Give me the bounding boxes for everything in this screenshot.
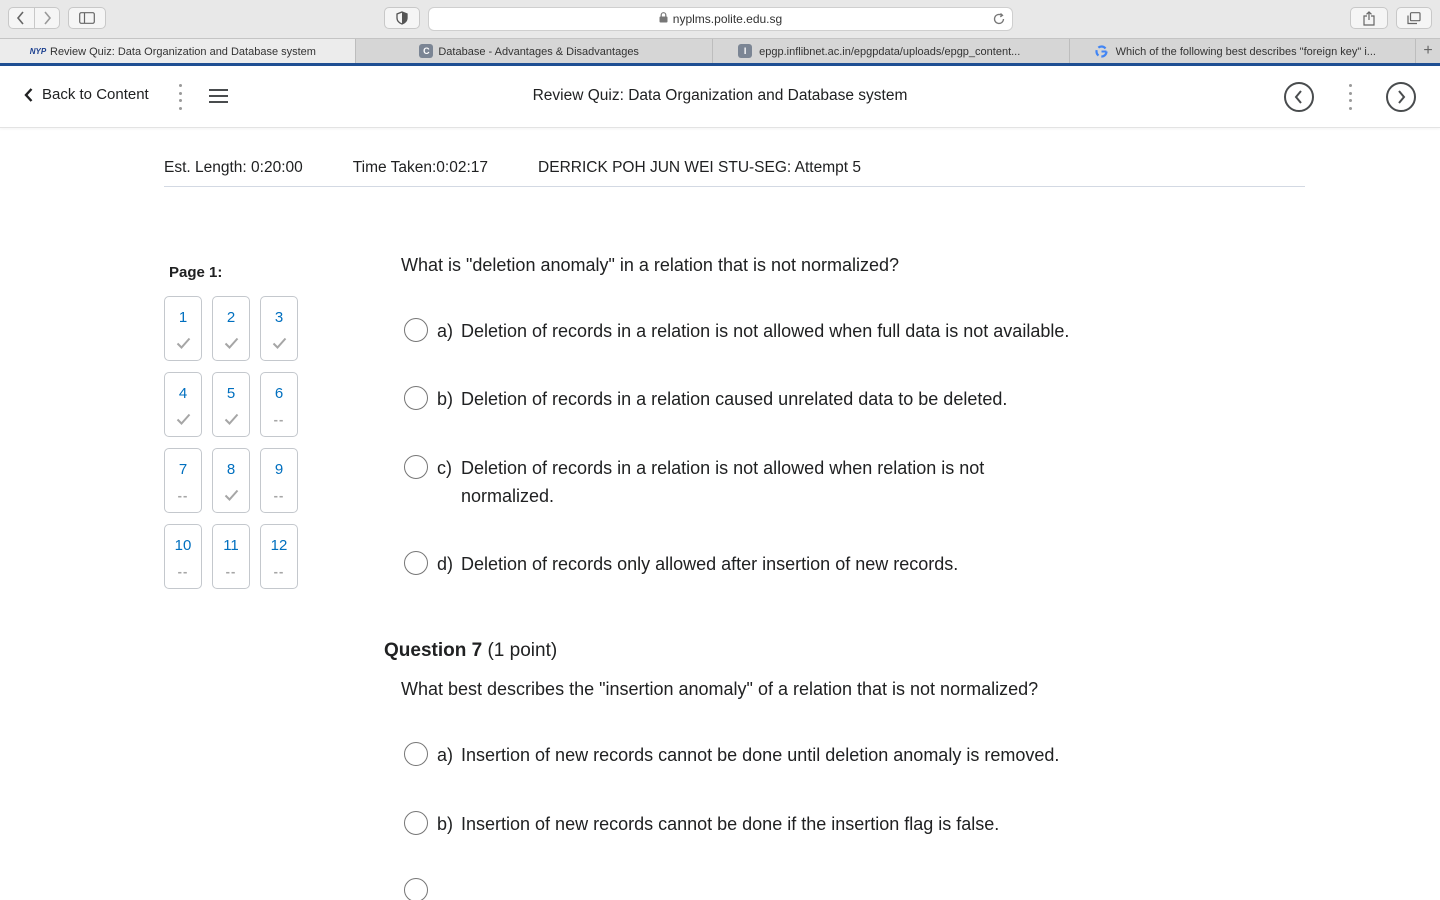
- question-nav-12[interactable]: [260, 524, 298, 589]
- option-letter: b): [437, 389, 454, 409]
- option-letter: a): [437, 745, 454, 765]
- address-bar[interactable]: [428, 7, 1013, 31]
- question-number: 1: [178, 309, 188, 326]
- tab-title: Database - Advantages & Disadvantages: [438, 45, 639, 58]
- status-text: --: [273, 411, 285, 427]
- page-label: Page 1:: [169, 264, 223, 281]
- status-text: --: [225, 563, 237, 579]
- option-text: Insertion of new records cannot be done until deletion anomaly is removed.: [461, 745, 1060, 765]
- radio-button[interactable]: [404, 455, 428, 479]
- attempt-info: DERRICK POH JUN WEI STU-SEG: Attempt 5: [538, 159, 862, 176]
- question-number: 8: [226, 461, 236, 478]
- question-number: 10: [174, 537, 192, 554]
- checkmark-icon: [272, 335, 287, 351]
- q6-option-b[interactable]: [404, 391, 1007, 413]
- q7-option-a[interactable]: [404, 747, 1059, 769]
- question-7-heading: [384, 640, 557, 662]
- question-nav-6[interactable]: [260, 372, 298, 437]
- question-7-label: Question 7: [384, 640, 483, 661]
- c-icon: C: [419, 44, 433, 58]
- question-nav-9[interactable]: [260, 448, 298, 513]
- question-7-text: What best describes the "insertion anomaly" of a relation that is not normalized?: [401, 679, 1039, 699]
- unanswered-status: [226, 563, 237, 579]
- checkmark-icon: [224, 487, 239, 503]
- question-number: 11: [223, 537, 239, 554]
- question-nav-7[interactable]: [164, 448, 202, 513]
- question-number: 6: [274, 385, 284, 402]
- status-text: --: [177, 487, 189, 503]
- unanswered-status: [274, 487, 285, 503]
- previous-page-button[interactable]: [1284, 82, 1314, 112]
- browser-toolbar: [0, 0, 1440, 38]
- tab-overview-icon[interactable]: [1396, 7, 1432, 29]
- question-number: 3: [274, 309, 284, 326]
- status-text: --: [273, 487, 285, 503]
- option-letter: a): [437, 321, 454, 341]
- question-nav-1[interactable]: [164, 296, 202, 361]
- est-length: Est. Length: 0:20:00: [164, 159, 303, 176]
- app-header: [0, 66, 1440, 128]
- question-nav-10[interactable]: [164, 524, 202, 589]
- status-text: --: [177, 563, 189, 579]
- option-letter: d): [437, 554, 454, 574]
- i-icon: I: [738, 44, 752, 58]
- back-arrow-icon[interactable]: [9, 8, 35, 28]
- radio-button[interactable]: [404, 551, 428, 575]
- q6-option-c[interactable]: [404, 460, 1061, 510]
- radio-button[interactable]: [404, 811, 428, 835]
- unanswered-status: [274, 411, 285, 427]
- option-text: Deletion of records in a relation caused unrelated data to be deleted.: [461, 389, 1008, 409]
- time-taken: Time Taken:0:02:17: [352, 159, 489, 176]
- browser-tab-quiz[interactable]: [0, 39, 356, 64]
- checkmark-icon: [176, 411, 191, 427]
- tab-title: Review Quiz: Data Organization and Database system: [50, 45, 316, 58]
- new-tab-icon[interactable]: +: [1423, 42, 1433, 59]
- option-text: Insertion of new records cannot be done if the insertion flag is false.: [461, 814, 1000, 834]
- sidebar-toggle-icon[interactable]: [68, 7, 106, 29]
- radio-button[interactable]: [404, 386, 428, 410]
- browser-tab-epgp[interactable]: [713, 39, 1069, 64]
- google-icon: [1095, 44, 1109, 58]
- radio-button[interactable]: [404, 318, 428, 342]
- question-nav-3[interactable]: [260, 296, 298, 361]
- unanswered-status: [178, 563, 189, 579]
- checkmark-icon: [176, 335, 191, 351]
- tab-title: epgp.inflibnet.ac.in/epgpdata/uploads/epgp_content...: [759, 45, 1021, 58]
- checkmark-icon: [224, 335, 239, 351]
- question-number: 9: [274, 461, 284, 478]
- question-number: 7: [178, 461, 188, 478]
- question-7-points: (1 point): [487, 640, 558, 661]
- share-icon[interactable]: [1350, 7, 1388, 29]
- browser-tab-database[interactable]: [356, 39, 713, 64]
- tab-title: Which of the following best describes "foreign key" i...: [1115, 45, 1376, 58]
- status-text: --: [273, 563, 285, 579]
- question-number: 4: [178, 385, 188, 402]
- option-text: Deletion of records only allowed after insertion of new records.: [461, 554, 959, 574]
- q6-option-a[interactable]: [404, 323, 1069, 345]
- question-nav-2[interactable]: [212, 296, 250, 361]
- forward-arrow-icon[interactable]: [35, 8, 60, 28]
- q7-option-b[interactable]: [404, 816, 999, 838]
- tab-strip: [0, 38, 1440, 63]
- question-nav-5[interactable]: [212, 372, 250, 437]
- reload-icon[interactable]: [992, 12, 1006, 29]
- lock-icon: [659, 12, 668, 26]
- chevron-right-icon: [1396, 90, 1406, 104]
- radio-button[interactable]: [404, 742, 428, 766]
- option-text: Deletion of records in a relation is not allowed when relation is not normalized.: [461, 458, 985, 506]
- nyp-logo-icon: NYP: [29, 46, 47, 56]
- question-6-text: What is "deletion anomaly" in a relation that is not normalized?: [401, 255, 900, 275]
- checkmark-icon: [224, 411, 239, 427]
- question-number: 5: [226, 385, 236, 402]
- back-label: Back to Content: [42, 86, 149, 103]
- question-nav-4[interactable]: [164, 372, 202, 437]
- option-letter: c): [437, 458, 452, 478]
- question-nav-11[interactable]: [212, 524, 250, 589]
- next-page-button[interactable]: [1386, 82, 1416, 112]
- unanswered-status: [178, 487, 189, 503]
- page-title: Review Quiz: Data Organization and Database system: [532, 87, 908, 104]
- radio-button[interactable]: [404, 878, 428, 900]
- question-number: 12: [270, 537, 288, 554]
- chevron-left-icon: [1294, 90, 1304, 104]
- address-text: nyplms.polite.edu.sg: [672, 12, 783, 26]
- q6-option-d[interactable]: [404, 556, 958, 578]
- quiz-info-bar: [164, 159, 1305, 187]
- question-nav-grid: [164, 296, 298, 589]
- question-nav-8[interactable]: [212, 448, 250, 513]
- history-nav: [8, 7, 60, 29]
- divider-dots-icon: [1347, 84, 1353, 110]
- browser-tab-google[interactable]: [1070, 39, 1417, 64]
- question-number: 2: [226, 309, 236, 326]
- unanswered-status: [274, 563, 285, 579]
- privacy-shield-icon[interactable]: [384, 7, 420, 29]
- option-text: Deletion of records in a relation is not allowed when full data is not available.: [461, 321, 1070, 341]
- option-letter: b): [437, 814, 454, 834]
